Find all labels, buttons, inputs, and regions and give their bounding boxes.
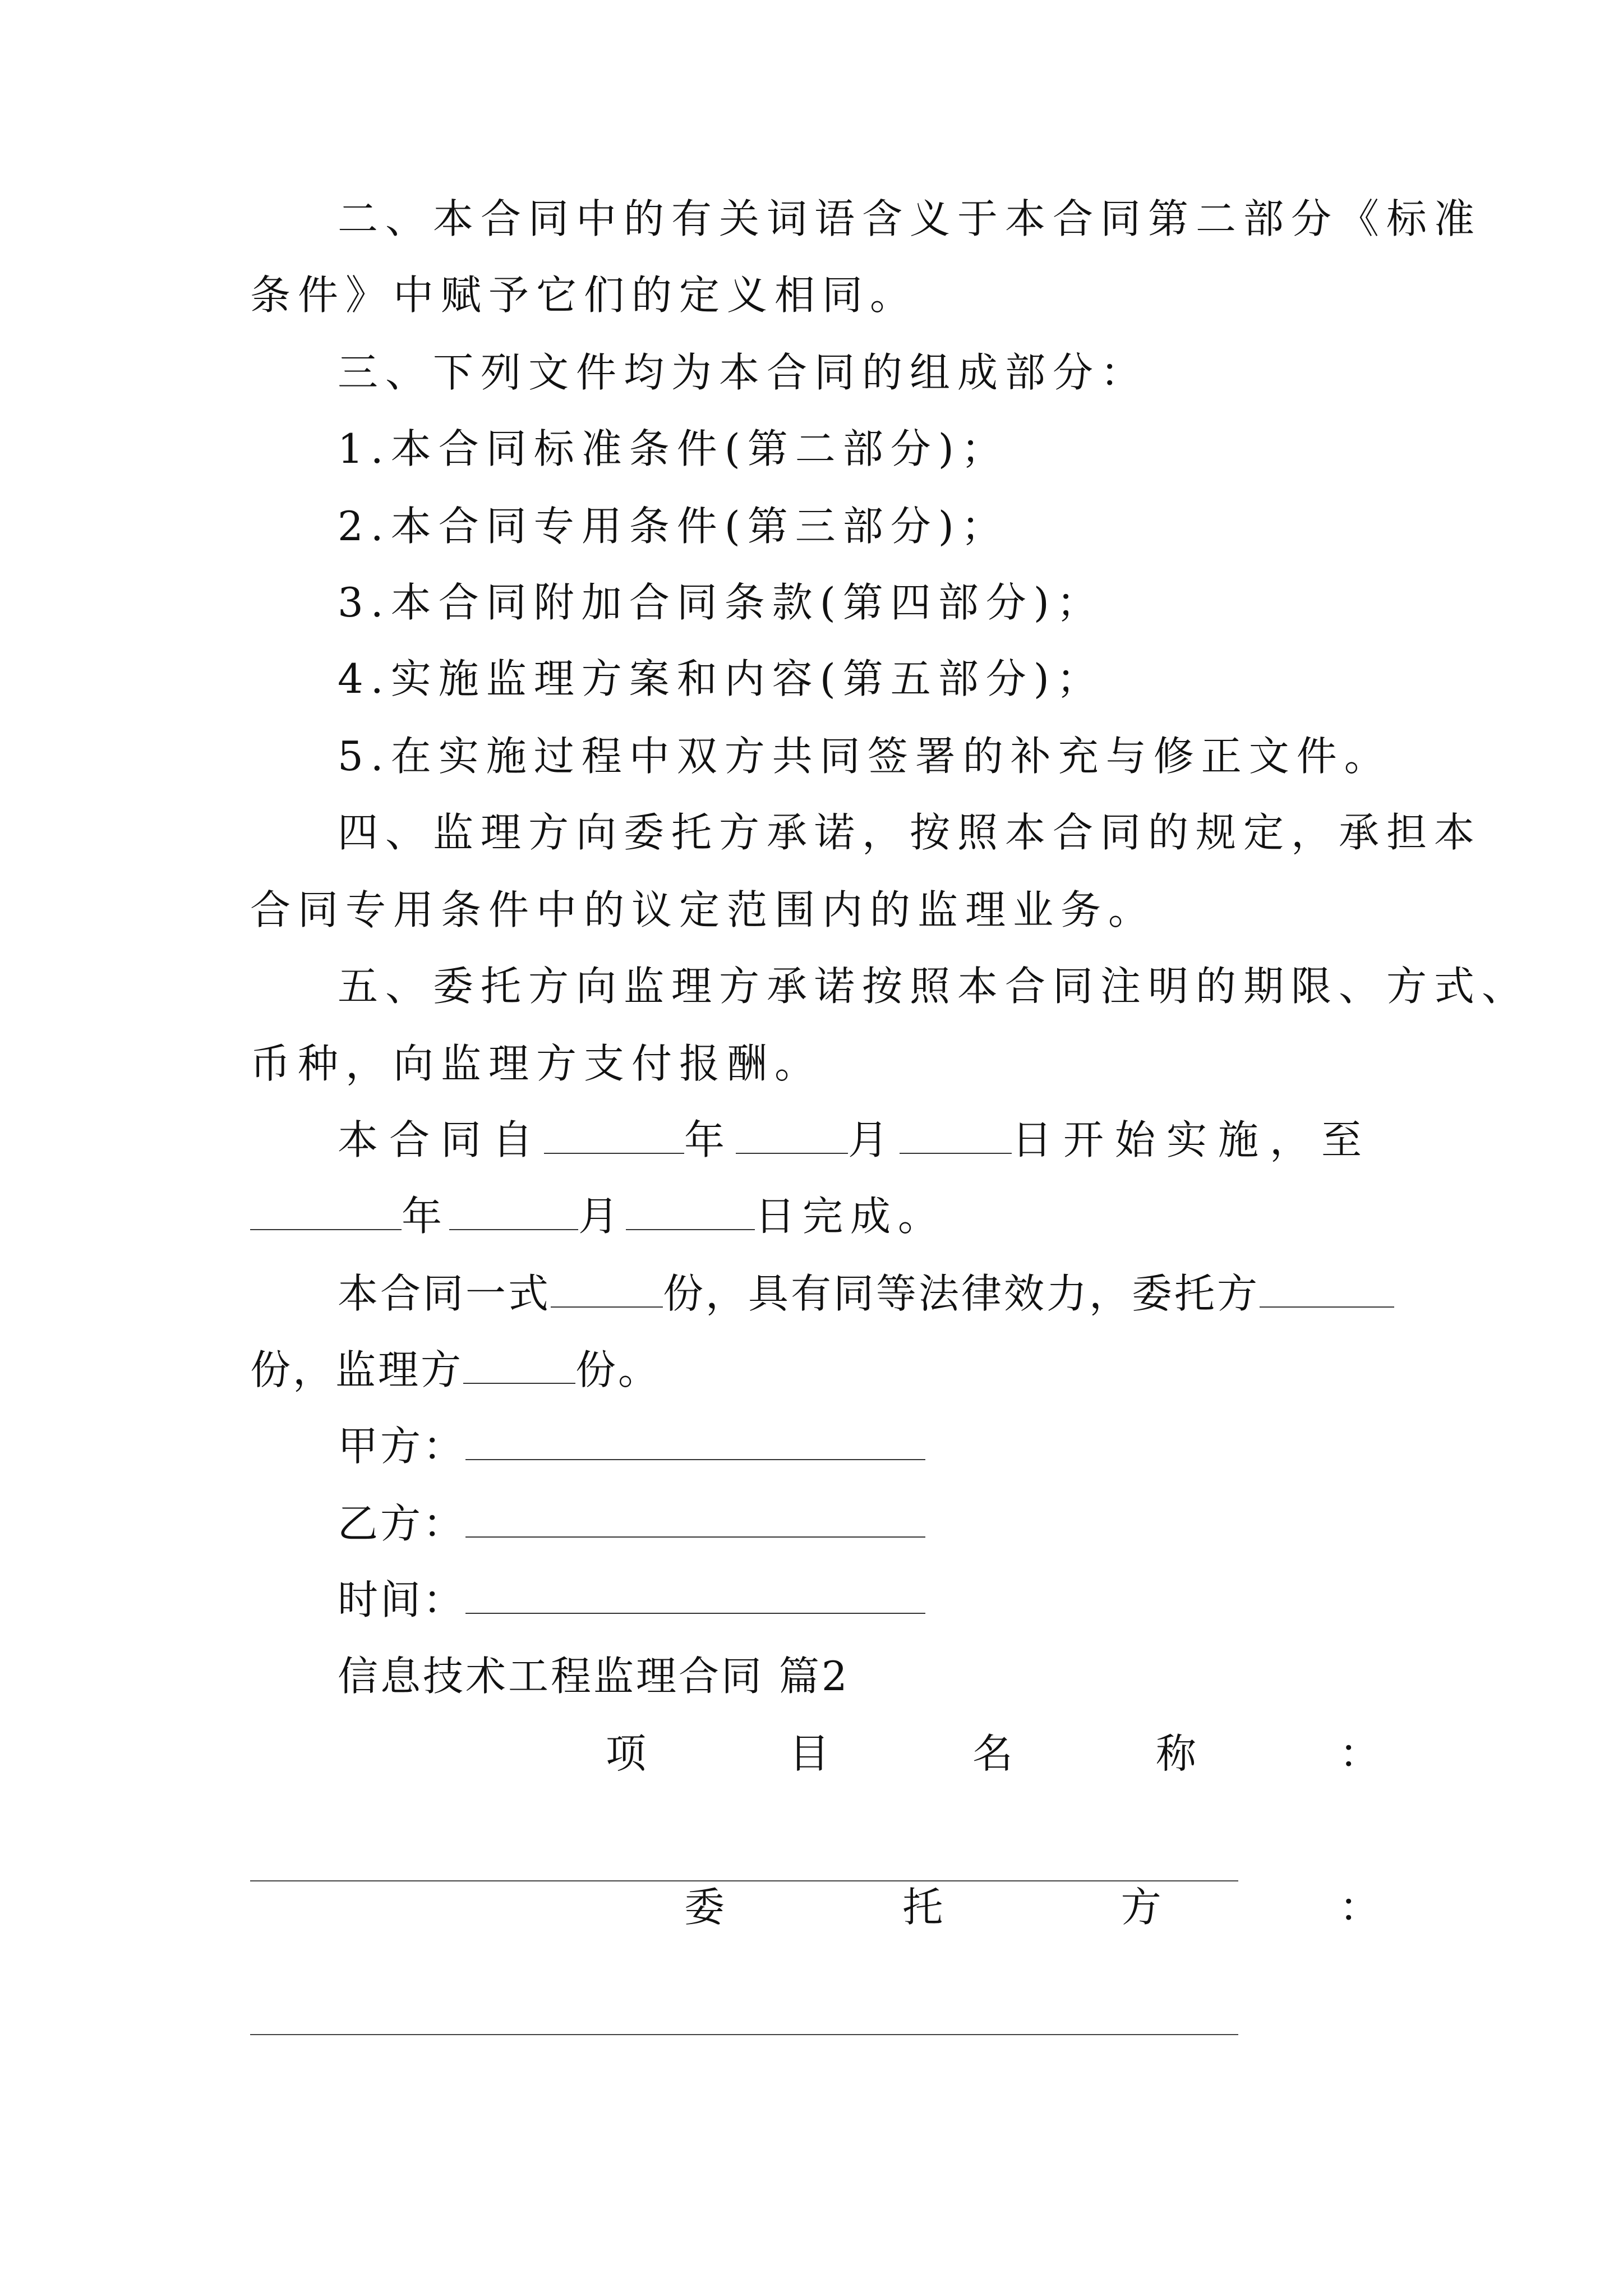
date-line	[338, 1572, 1389, 1628]
project-name-label	[606, 1726, 1380, 1782]
section-2-title: 信息技术工程监理合同 篇2	[338, 1653, 850, 1700]
list-item-2: 2.本合同专用条件(第三部分)；	[338, 503, 1009, 550]
clause-2-line-2: 条件》中赋予它们的定义相同。	[250, 272, 918, 319]
clause-4-line-1: 四、监理方向委托方承诺，按照本合同的规定，承担本	[338, 809, 1482, 856]
date-label: 时间：	[338, 1576, 466, 1623]
end-year-blank[interactable]	[250, 1194, 402, 1230]
copies-line2-b: 份。	[575, 1346, 661, 1393]
term-start-prefix: 本合同自	[338, 1116, 545, 1163]
client-field[interactable]	[250, 2034, 1238, 2035]
party-b-label: 乙方：	[338, 1500, 466, 1547]
project-name-char: 名	[972, 1730, 1013, 1777]
party-a-label: 甲方：	[338, 1423, 466, 1470]
end-month-blank[interactable]	[449, 1194, 578, 1230]
client-char: 托	[902, 1884, 943, 1931]
term-end-suffix: 日完成。	[755, 1193, 946, 1240]
term-line-1	[338, 1112, 1389, 1168]
clause-4-line-2: 合同专用条件中的议定范围内的监理业务。	[250, 886, 1156, 933]
list-item-1: 1.本合同标准条件(第二部分)；	[338, 425, 1009, 472]
term-month-label: 月	[848, 1116, 900, 1163]
client-char: ：	[1339, 1884, 1380, 1931]
client-label	[684, 1879, 1380, 1935]
party-a-line	[338, 1418, 1389, 1474]
term-line-2	[250, 1188, 1389, 1244]
term-end-month-label: 月	[578, 1193, 626, 1240]
project-name-char: 称	[1155, 1730, 1196, 1777]
copies-line-1	[338, 1266, 1389, 1322]
party-b-field[interactable]	[465, 1502, 925, 1538]
party-a-field[interactable]	[465, 1424, 925, 1460]
term-start-suffix: 日开始实施，至	[1012, 1116, 1373, 1163]
copies-line-2	[250, 1342, 1389, 1398]
start-day-blank[interactable]	[900, 1118, 1012, 1154]
project-name-char: 项	[606, 1730, 647, 1777]
project-name-char: 目	[789, 1730, 829, 1777]
clause-2-line-1: 二、本合同中的有关词语含义于本合同第二部分《标准	[338, 195, 1482, 242]
supervisor-copies-blank[interactable]	[463, 1348, 575, 1384]
clause-3: 三、下列文件均为本合同的组成部分：	[338, 349, 1149, 396]
list-item-3: 3.本合同附加合同条款(第四部分)；	[338, 579, 1104, 626]
copies-line2-a: 份，监理方	[250, 1346, 464, 1393]
start-year-blank[interactable]	[544, 1118, 684, 1154]
client-char: 方	[1121, 1884, 1161, 1931]
term-end-year-label: 年	[402, 1193, 450, 1240]
list-item-4: 4.实施监理方案和内容(第五部分)；	[338, 655, 1104, 702]
clause-5-line-2: 币种，向监理方支付报酬。	[250, 1040, 823, 1087]
project-name-char: ：	[1339, 1730, 1380, 1777]
total-copies-blank[interactable]	[551, 1272, 663, 1308]
term-year-label: 年	[684, 1116, 736, 1163]
date-field[interactable]	[465, 1578, 925, 1614]
list-item-5: 5.在实施过程中双方共同签署的补充与修正文件。	[338, 733, 1392, 780]
end-day-blank[interactable]	[626, 1194, 755, 1230]
client-char: 委	[684, 1884, 725, 1931]
copies-mid: 份，具有同等法律效力，委托方	[663, 1270, 1260, 1317]
copies-prefix: 本合同一式	[338, 1270, 551, 1317]
party-b-line	[338, 1496, 1389, 1552]
start-month-blank[interactable]	[736, 1118, 848, 1154]
clause-5-line-1: 五、委托方向监理方承诺按照本合同注明的期限、方式、	[338, 963, 1530, 1010]
client-copies-blank[interactable]	[1260, 1272, 1394, 1308]
